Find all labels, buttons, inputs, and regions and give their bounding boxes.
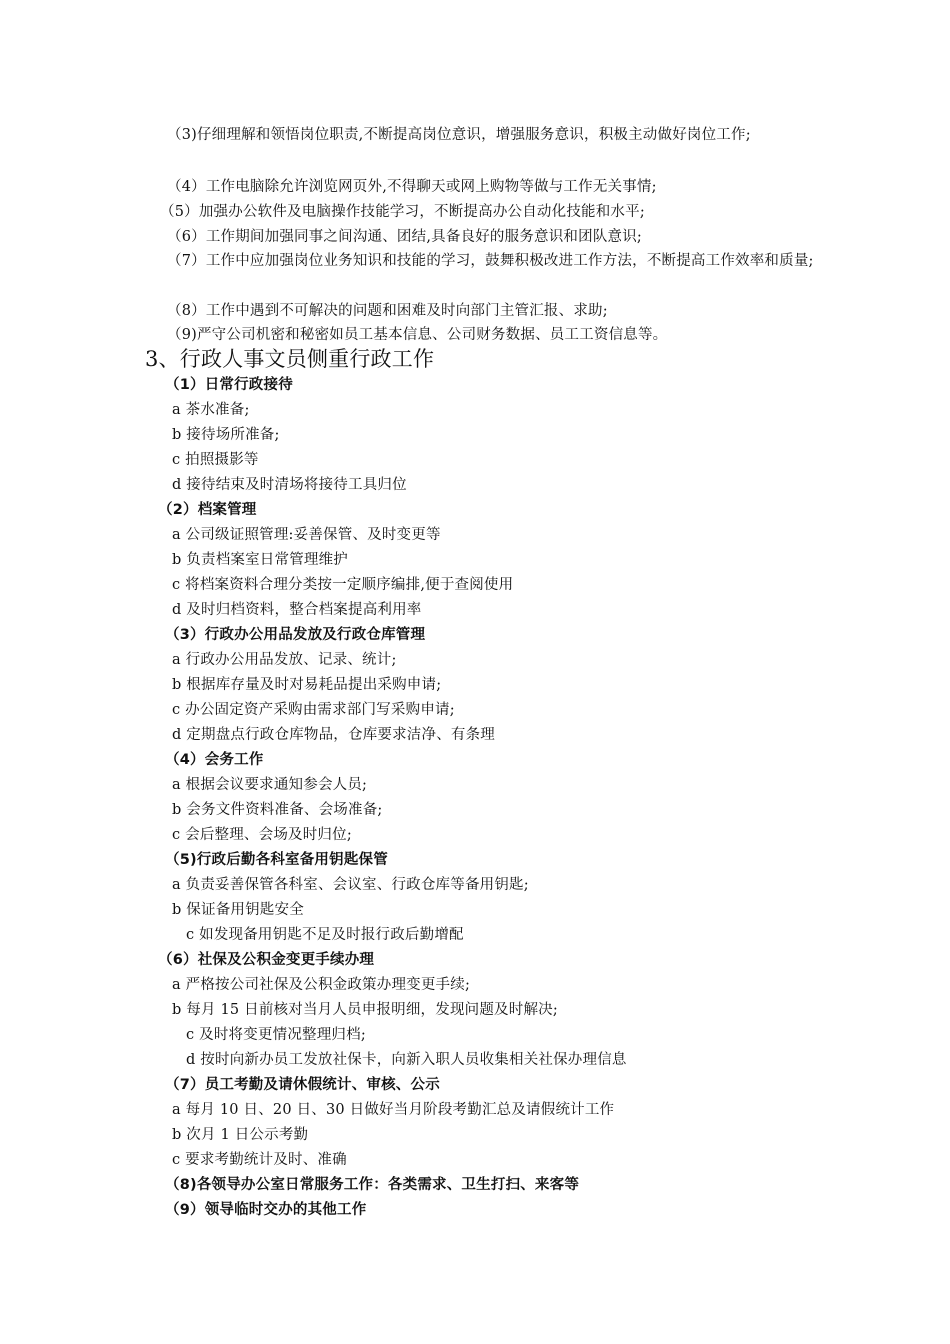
group-item: b 会务文件资料准备、会场准备; — [172, 802, 383, 818]
section-title: 3、行政人事文员侧重行政工作 — [145, 347, 435, 371]
group-item: b 根据库存量及时对易耗品提出采购申请; — [172, 677, 442, 693]
group-item: c 办公固定资产采购由需求部门写采购申请; — [172, 702, 455, 718]
intro-item: （4）工作电脑除允许浏览网页外,不得聊天或网上购物等做与工作无关事情; — [167, 179, 657, 195]
intro-item: （6）工作期间加强同事之间沟通、团结,具备良好的服务意识和团队意识; — [167, 229, 643, 245]
intro-item: （3)仔细理解和领悟岗位职责,不断提高岗位意识，增强服务意识，积极主动做好岗位工作; — [167, 127, 751, 143]
group-item: d 及时归档资料，整合档案提高利用率 — [172, 602, 422, 618]
group-title: （5)行政后勤各科室备用钥匙保管 — [165, 852, 388, 868]
group-item: b 负责档案室日常管理维护 — [172, 552, 348, 568]
group-item: c 会后整理、会场及时归位; — [172, 827, 352, 843]
group-item: a 茶水准备; — [172, 402, 250, 418]
group-item: a 严格按公司社保及公积金政策办理变更手续; — [172, 977, 471, 993]
group-title: （3）行政办公用品发放及行政仓库管理 — [165, 627, 426, 643]
group-item: a 行政办公用品发放、记录、统计; — [172, 652, 397, 668]
group-item: d 定期盘点行政仓库物品，仓库要求洁净、有条理 — [172, 727, 495, 743]
group-item: c 及时将变更情况整理归档; — [186, 1027, 366, 1043]
group-title: （7）员工考勤及请休假统计、审核、公示 — [165, 1077, 440, 1093]
group-title: （4）会务工作 — [165, 752, 264, 768]
group-item: c 拍照摄影等 — [172, 452, 259, 468]
group-item: b 保证备用钥匙安全 — [172, 902, 304, 918]
group-item: d 按时向新办员工发放社保卡，向新入职人员收集相关社保办理信息 — [186, 1052, 627, 1068]
group-title: （9）领导临时交办的其他工作 — [165, 1202, 367, 1218]
group-item: c 要求考勤统计及时、准确 — [172, 1152, 347, 1168]
group-item: d 接待结束及时清场将接待工具归位 — [172, 477, 407, 493]
group-item: a 负责妥善保管各科室、会议室、行政仓库等备用钥匙; — [172, 877, 529, 893]
group-item: a 根据会议要求通知参会人员; — [172, 777, 368, 793]
group-item: c 将档案资料合理分类按一定顺序编排,便于查阅使用 — [172, 577, 514, 593]
group-title: （6）社保及公积金变更手续办理 — [158, 952, 375, 968]
intro-item: （9)严守公司机密和秘密如员工基本信息、公司财务数据、员工工资信息等。 — [167, 327, 668, 343]
group-item: b 每月 15 日前核对当月人员申报明细，发现问题及时解决; — [172, 1002, 558, 1018]
group-item: a 每月 10 日、20 日、30 日做好当月阶段考勤汇总及请假统计工作 — [172, 1102, 615, 1118]
group-item: a 公司级证照管理:妥善保管、及时变更等 — [172, 527, 441, 543]
intro-item: （7）工作中应加强岗位业务知识和技能的学习，鼓舞积极改进工作方法，不断提高工作效率和质量; — [167, 253, 814, 269]
group-title: （2）档案管理 — [158, 502, 257, 518]
group-item: c 如发现备用钥匙不足及时报行政后勤增配 — [186, 927, 464, 943]
group-title: （8)各领导办公室日常服务工作：各类需求、卫生打扫、来客等 — [165, 1177, 580, 1193]
intro-item: （8）工作中遇到不可解决的问题和困难及时向部门主管汇报、求助; — [167, 303, 608, 319]
intro-item: （5）加强办公软件及电脑操作技能学习，不断提高办公自动化技能和水平; — [160, 204, 645, 220]
group-title: （1）日常行政接待 — [165, 377, 293, 393]
group-item: b 接待场所准备; — [172, 427, 280, 443]
group-item: b 次月 1 日公示考勤 — [172, 1127, 309, 1143]
